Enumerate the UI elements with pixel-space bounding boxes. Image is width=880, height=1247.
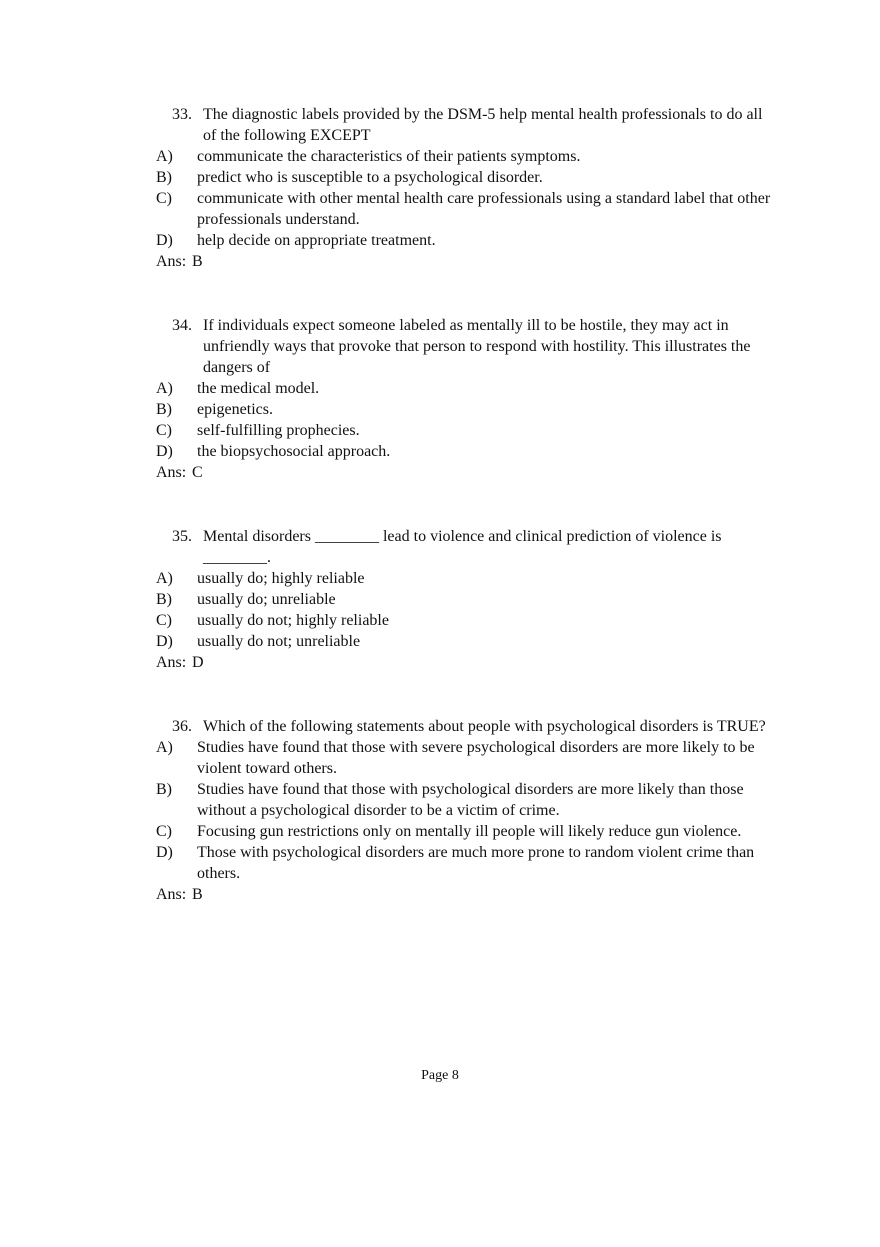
choice-letter: B) <box>156 169 172 186</box>
answer-value: D <box>192 654 204 671</box>
question-stem <box>172 716 776 737</box>
question-text: Which of the following statements about people with psychological disorders is TRUE? <box>203 718 766 735</box>
answer-line <box>156 251 776 272</box>
choice-c <box>156 821 776 842</box>
answer-value: B <box>192 886 203 903</box>
choice-letter: A) <box>156 739 173 756</box>
choice-a <box>156 146 776 167</box>
choice-text: communicate the characteristics of their patients symptoms. <box>197 148 581 165</box>
choice-d <box>156 631 776 652</box>
page-number: Page 8 <box>421 1068 459 1083</box>
choice-a <box>156 378 776 399</box>
choice-c <box>156 188 776 230</box>
choice-text: help decide on appropriate treatment. <box>197 232 436 249</box>
question-number: 34. <box>172 317 192 334</box>
choice-letter: B) <box>156 401 172 418</box>
choice-letter: C) <box>156 823 172 840</box>
answer-label: Ans: <box>156 654 187 671</box>
choice-letter: D) <box>156 443 173 460</box>
choice-letter: D) <box>156 633 173 650</box>
choice-letter: D) <box>156 232 173 249</box>
question-33 <box>156 104 776 272</box>
question-text: The diagnostic labels provided by the DSM-5 help mental health professionals to do all of the following EXCEPT <box>203 106 763 144</box>
question-35 <box>156 526 776 673</box>
question-number: 35. <box>172 528 192 545</box>
question-stem <box>172 104 776 146</box>
choice-letter: C) <box>156 612 172 629</box>
choice-b <box>156 167 776 188</box>
choice-b <box>156 399 776 420</box>
choice-text: Those with psychological disorders are much more prone to random violent crime than others. <box>197 844 755 882</box>
answer-line <box>156 462 776 483</box>
answer-line <box>156 652 776 673</box>
answer-label: Ans: <box>156 253 187 270</box>
choice-a <box>156 737 776 779</box>
answer-value: C <box>192 464 203 481</box>
question-34 <box>156 315 776 483</box>
question-stem <box>172 526 776 568</box>
choice-text: predict who is susceptible to a psychological disorder. <box>197 169 543 186</box>
choice-text: Focusing gun restrictions only on mentally ill people will likely reduce gun violence. <box>197 823 742 840</box>
choice-letter: A) <box>156 380 173 397</box>
question-text: Mental disorders ________ lead to violence and clinical prediction of violence is ________. <box>203 528 722 566</box>
choice-b <box>156 779 776 821</box>
choice-d <box>156 441 776 462</box>
choice-text: usually do; highly reliable <box>197 570 365 587</box>
choice-d <box>156 230 776 251</box>
choice-text: Studies have found that those with psychological disorders are more likely than those without a psychological disorder to be a victim of crime. <box>197 781 744 819</box>
choice-letter: B) <box>156 591 172 608</box>
choice-c <box>156 610 776 631</box>
choice-text: usually do not; highly reliable <box>197 612 389 629</box>
choice-letter: C) <box>156 422 172 439</box>
answer-label: Ans: <box>156 464 187 481</box>
choice-a <box>156 568 776 589</box>
choice-b <box>156 589 776 610</box>
choice-letter: B) <box>156 781 172 798</box>
question-number: 36. <box>172 718 192 735</box>
choice-text: Studies have found that those with severe psychological disorders are more likely to be violent toward others. <box>197 739 755 777</box>
choice-d <box>156 842 776 884</box>
question-number: 33. <box>172 106 192 123</box>
answer-value: B <box>192 253 203 270</box>
answer-label: Ans: <box>156 886 187 903</box>
choice-text: communicate with other mental health care professionals using a standard label that other professionals understand. <box>197 190 771 228</box>
choice-text: self-fulfilling prophecies. <box>197 422 360 439</box>
choice-letter: A) <box>156 570 173 587</box>
choice-text: the medical model. <box>197 380 320 397</box>
choice-text: epigenetics. <box>197 401 273 418</box>
choice-text: the biopsychosocial approach. <box>197 443 391 460</box>
choice-c <box>156 420 776 441</box>
choice-text: usually do not; unreliable <box>197 633 361 650</box>
choice-letter: A) <box>156 148 173 165</box>
question-stem <box>172 315 776 378</box>
question-text: If individuals expect someone labeled as mentally ill to be hostile, they may act in unfriendly ways that provoke that person to respond with hostility. This illustrates the dangers of <box>203 317 751 376</box>
question-36 <box>156 716 776 905</box>
choice-text: usually do; unreliable <box>197 591 336 608</box>
choice-letter: C) <box>156 190 172 207</box>
answer-line <box>156 884 776 905</box>
choice-letter: D) <box>156 844 173 861</box>
